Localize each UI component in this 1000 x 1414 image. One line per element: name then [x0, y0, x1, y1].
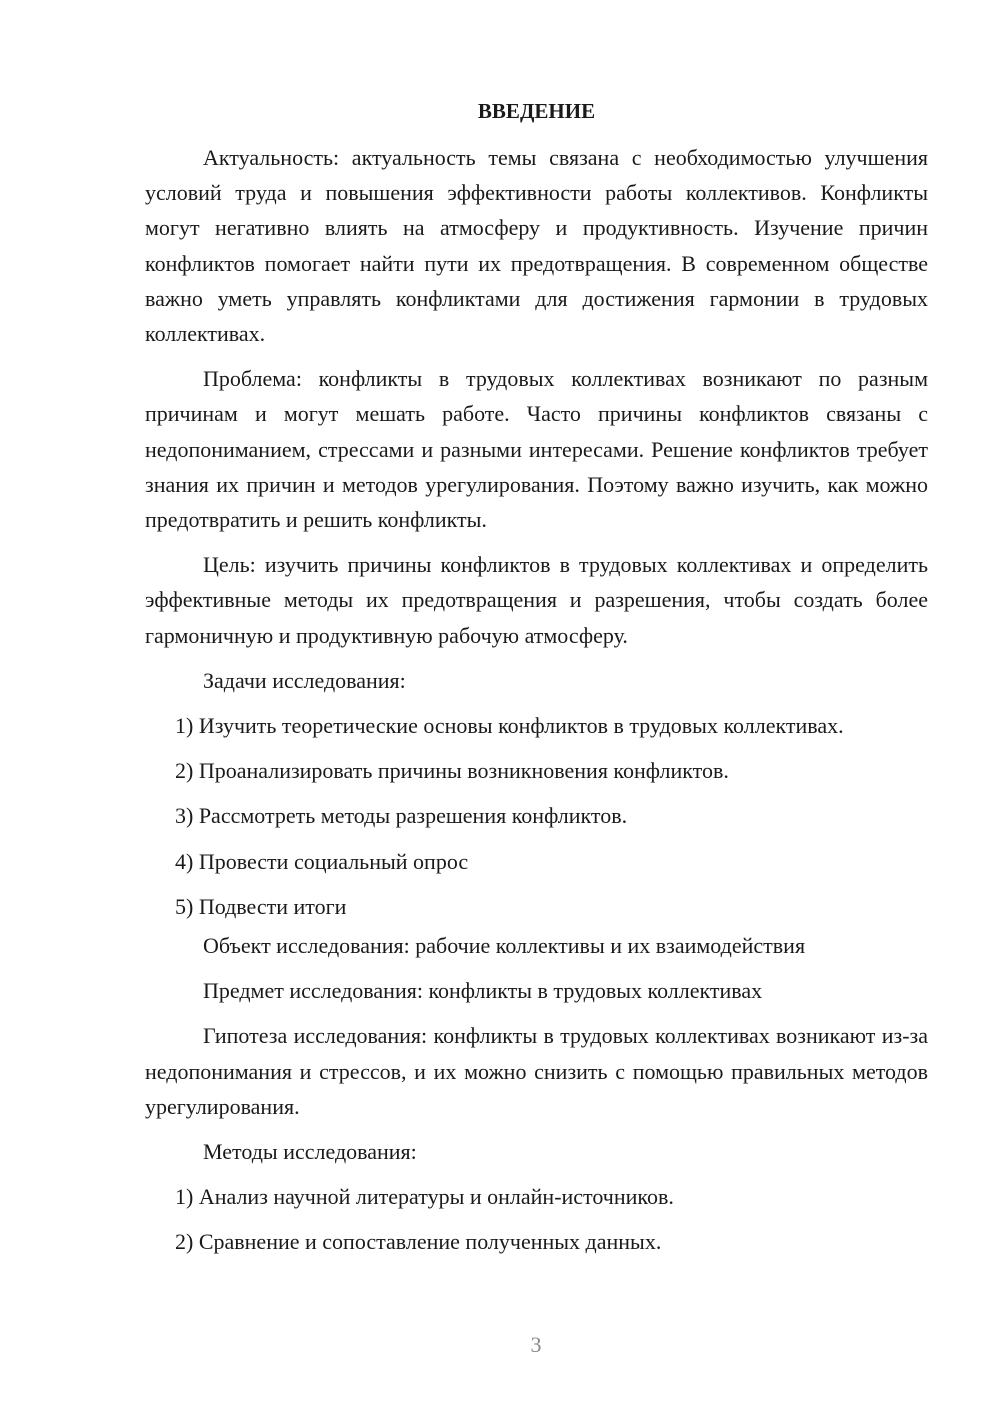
- research-subject: Предмет исследования: конфликты в трудовых коллективах: [203, 978, 763, 1004]
- task-item: 1) Изучить теоретические основы конфликтов в трудовых коллективах.: [175, 713, 844, 739]
- hypothesis-paragraph: Гипотеза исследования: конфликты в трудовых коллективах возникают из-за недопонимания и стрессов, и их можно снизить с помощью правильных методов урегулирования.: [145, 1023, 928, 1119]
- page-number: 3: [530, 1332, 542, 1357]
- document-page: [145, 96, 928, 1270]
- section-title: ВВЕДЕНИЕ: [477, 99, 596, 123]
- problem-paragraph: Проблема: конфликты в трудовых коллективах возникают по разным причинам и могут мешать работе. Часто причины конфликтов связаны с недопониманием, стрессами и разными интересами. Решение конфликтов требует знания их причин и методов урегулирования. Поэтому важно изучить, как можно предотвратить и решить конфликты.: [145, 366, 928, 533]
- relevance-paragraph: Актуальность: актуальность темы связана с необходимостью улучшения условий труда и повышения эффективности работы коллективов. Конфликты могут негативно влиять на атмосферу и продуктивность. Изучение причин конфликтов помогает найти пути их предотвращения. В современном обществе важно уметь управлять конфликтами для достижения гармонии в трудовых коллективах.: [145, 145, 928, 347]
- methods-heading: Методы исследования:: [203, 1139, 417, 1165]
- goal-paragraph: Цель: изучить причины конфликтов в трудовых коллективах и определить эффективные методы их предотвращения и разрешения, чтобы создать более гармоничную и продуктивную рабочую атмосферу.: [145, 552, 928, 648]
- tasks-heading: Задачи исследования:: [203, 667, 406, 693]
- task-item: 2) Проанализировать причины возникновения конфликтов.: [175, 758, 729, 784]
- method-item: 2) Сравнение и сопоставление полученных данных.: [175, 1229, 662, 1255]
- research-object: Объект исследования: рабочие коллективы и их взаимодействия: [203, 933, 806, 959]
- task-item: 4) Провести социальный опрос: [175, 848, 469, 874]
- task-item: 5) Подвести итоги: [175, 893, 347, 919]
- method-item: 1) Анализ научной литературы и онлайн-источников.: [175, 1184, 674, 1210]
- task-item: 3) Рассмотреть методы разрешения конфликтов.: [175, 803, 628, 829]
